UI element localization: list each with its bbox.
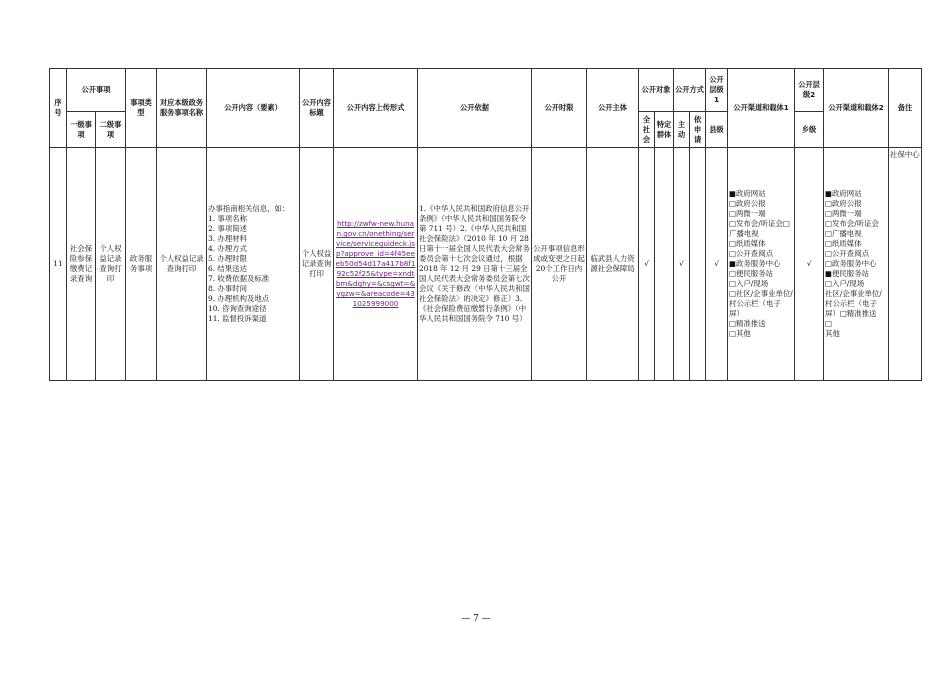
col-level1: 公开层级1: [706, 69, 728, 112]
col-method: 公开方式: [674, 69, 706, 112]
cell-remark: 社保中心: [889, 148, 922, 381]
col-seq: 序号: [50, 69, 67, 148]
col-item-l2: 二级事项: [96, 112, 126, 148]
col-content: 公开内容（要素）: [207, 69, 300, 148]
cell-method-active: √: [674, 148, 690, 381]
cell-basis: 1.《中华人民共和国政府信息公开条例》（中华人民共和国国务院令第 711 号）2.《中华人民共和国社会保险法》（2010 年 10 月 28 日第十一届全国人民代表大会常务委员会第十七次会议通过，根据 2018 年 12 月 29 日第十三届全国人民代表大会常务委员会第七次会议《关于修改〈中华人民共和国社会保险法〉的决定》修正）3.《社会保险费征缴暂行条例》（中华人民共和国国务院令 710 号）: [418, 148, 532, 381]
cell-target-all: √: [639, 148, 655, 381]
col-remark: 备注: [889, 69, 922, 148]
cell-content: 办事指南相关信息，如： 1. 事项名称 2. 事项简述 3. 办理材料 4. 办理方式 5. 办理时限 6. 结果送达 7. 收费依据及标准 8. 办事时间 9. 办理机构及地点 10. 咨询查询途径 11. 监督投诉渠道: [207, 148, 300, 381]
col-content-title: 公开内容标题: [300, 69, 334, 148]
cell-channel1: ■政府网站 □政府公报 □两微一端 □发布会/听证会□广播电视 □纸质媒体 □公开查阅点 ■政务服务中心 □便民服务站 □入户/现场 □社区/企事业单位/村公示栏（电子屏） □精准推送 □其他: [728, 148, 795, 381]
page-number: — 7 —: [461, 614, 491, 624]
col-item: 公开事项: [67, 69, 126, 112]
col-basis: 公开依据: [418, 69, 532, 148]
col-time-limit: 公开时限: [532, 69, 587, 148]
cell-item-l2: 个人权益记录查询打印: [96, 148, 126, 381]
cell-item-type: 政务服务事项: [126, 148, 157, 381]
col-service-name: 对应本级政务服务事项名称: [157, 69, 207, 148]
cell-seq: 11: [50, 148, 67, 381]
col-item-type: 事项类型: [126, 69, 157, 148]
col-upload-form: 公开内容上传形式: [334, 69, 418, 148]
col-channel2: 公开渠道和载体2: [824, 69, 889, 148]
col-method-active: 主动: [674, 112, 690, 148]
col-subject: 公开主体: [587, 69, 639, 148]
header-row-1: [50, 69, 922, 112]
col-method-apply: 依申请: [690, 112, 706, 148]
cell-level1-county: √: [706, 148, 728, 381]
col-target: 公开对象: [639, 69, 674, 112]
col-target-all: 全社会: [639, 112, 655, 148]
col-item-l1: 一级事项: [67, 112, 96, 148]
cell-level2-town: √: [795, 148, 824, 381]
cell-upload-form: [334, 148, 418, 381]
cell-method-apply: [690, 148, 706, 381]
cell-service-name: 个人权益记录查询打印: [157, 148, 207, 381]
cell-channel2: ■政府网站 □政府公报 □两微一端 □发布会/听证会 □广播电视 □纸质媒体 □公开查阅点 □政务服务中心 ■便民服务站 □入户/现场 社区/企事业单位/村公示栏（电子屏）□精准推送 □ 其他: [824, 148, 889, 381]
cell-subject: 临武县人力资源社会保障局: [587, 148, 639, 381]
cell-time-limit: 公开事项信息形成或变更之日起20个工作日内公开: [532, 148, 587, 381]
col-level1-county: 县级: [706, 112, 728, 148]
table-row: [50, 148, 922, 381]
col-channel1: 公开渠道和载体1: [728, 69, 795, 148]
col-level2-town: 乡级: [795, 112, 824, 148]
cell-target-specific: [655, 148, 674, 381]
service-guide-link[interactable]: http://zwfw-new.hunan.gov.cn/onething/service/serviceguideck.jsp?approve_id=4f45eeeb50d54d17a417b8f192c52f25&type=xndtbm&dghy=&csgwt=&ygzw=&areacode=431025999000: [335, 219, 416, 308]
cell-content-title: 个人权益记录查询打印: [300, 148, 334, 381]
col-level2: 公开层级2: [795, 69, 824, 112]
disclosure-table: [49, 68, 922, 381]
col-target-specific: 特定群体: [655, 112, 674, 148]
cell-item-l1: 社会保险参保缴费记录查询: [67, 148, 96, 381]
